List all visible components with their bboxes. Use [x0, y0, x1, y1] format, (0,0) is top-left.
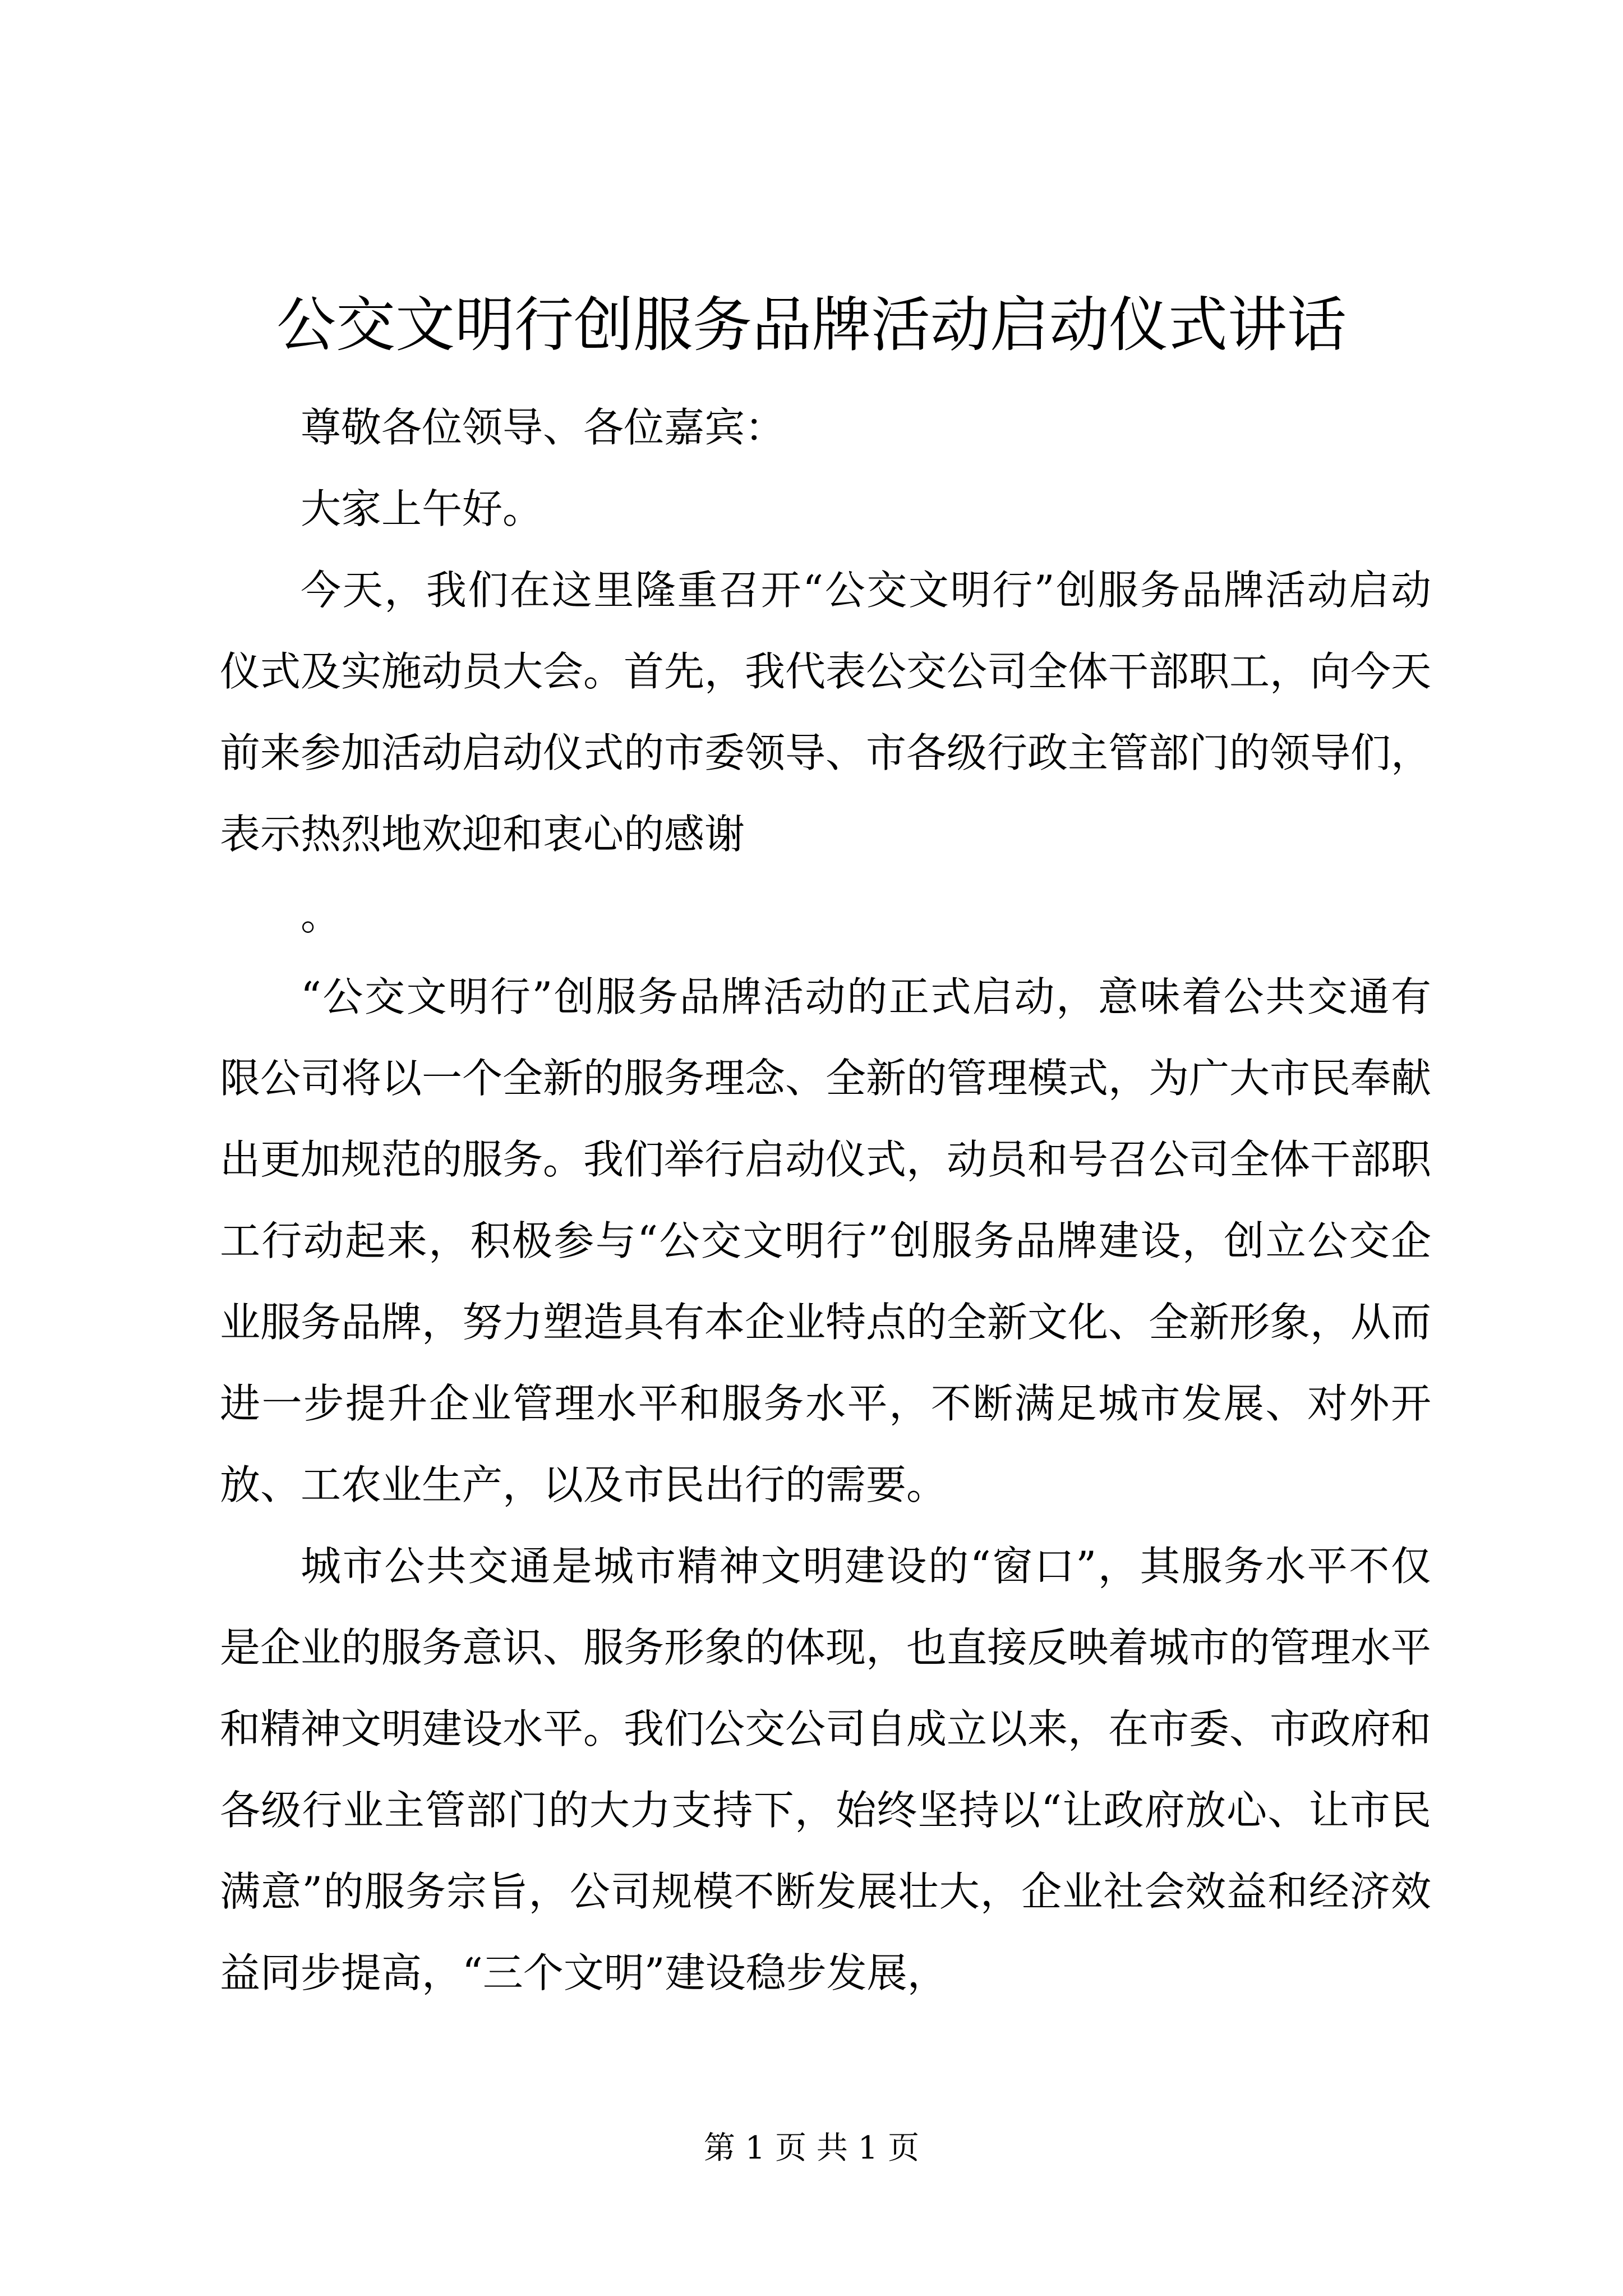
period-line: 。 — [301, 892, 342, 939]
salutation-paragraph: 尊敬各位领导、各位嘉宾： — [301, 404, 786, 451]
body-paragraph: 今天，我们在这里隆重召开“公交文明行”创服务品牌活动启动仪式及实施动员大会。首先，我代表公交公司全体干部职工，向今天前来参加活动启动仪式的市委领导、市各级行政主管部门的领导们，表示热烈地欢迎和衷心的感谢 — [220, 567, 1432, 858]
document-title: 公交文明行创服务品牌活动启动仪式讲话 — [276, 291, 1347, 360]
body-paragraph: “公交文明行”创服务品牌活动的正式启动，意味着公共交通有限公司将以一个全新的服务理念、全新的管理模式，为广大市民奉献出更加规范的服务。我们举行启动仪式，动员和号召公司全体干部职工行动起来，积极参与“公交文明行”创服务品牌建设，创立公交企业服务品牌，努力塑造具有本企业特点的全新文化、全新形象，从而进一步提升企业管理水平和服务水平，不断满足城市发展、对外开放、工农业生产，以及市民出行的需要。 — [220, 973, 1432, 1508]
document-body — [220, 387, 1431, 2014]
body-paragraph: 城市公共交通是城市精神文明建设的“窗口”，其服务水平不仅是企业的服务意识、服务形象的体现，也直接反映着城市的管理水平和精神文明建设水平。我们公交公司自成立以来，在市委、市政府和各级行业主管部门的大力支持下，始终坚持以“让政府放心、让市民满意”的服务宗旨，公司规模不断发展壮大，企业社会效益和经济效益同步提高，“三个文明”建设稳步发展， — [220, 1543, 1432, 1996]
page-number-footer: 第 1 页 共 1 页 — [703, 2130, 920, 2166]
greeting-paragraph: 大家上午好。 — [301, 485, 543, 532]
